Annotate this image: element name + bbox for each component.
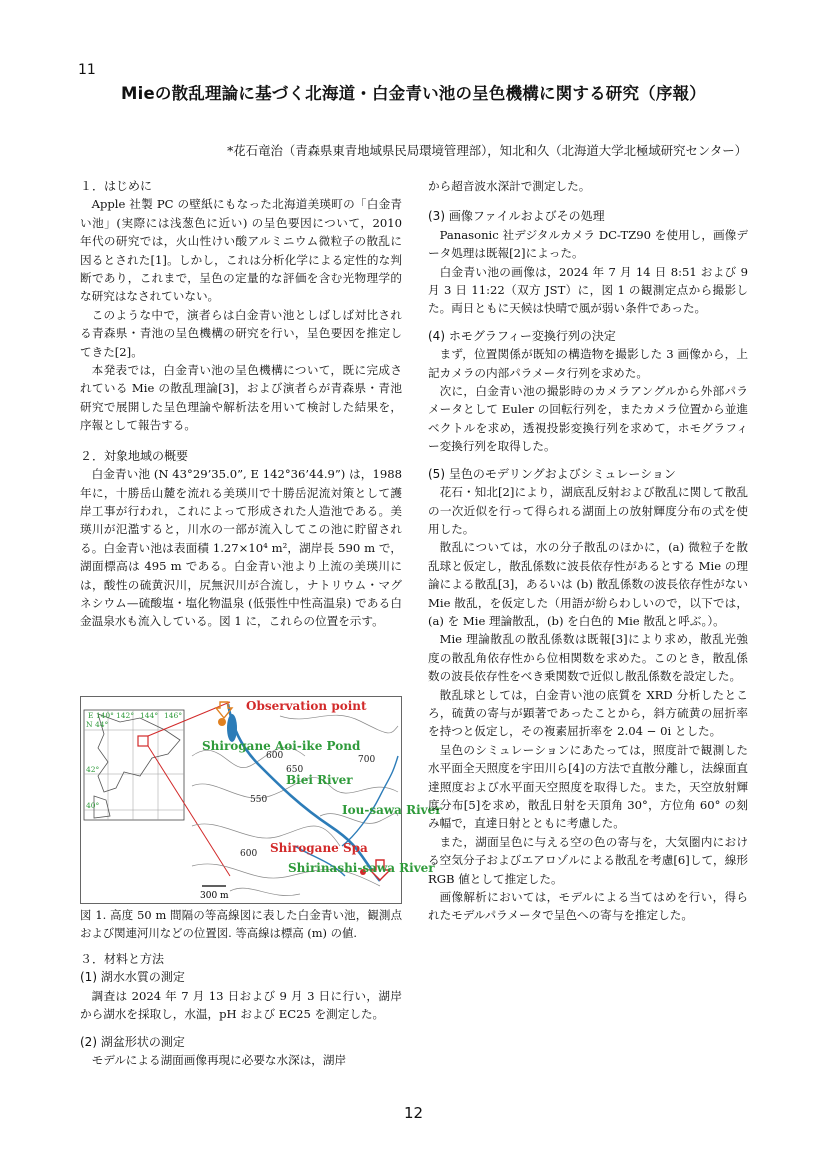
paragraph: 花石・知北[2]により，湖底乱反射および散乱に関して散乱の一次近似を行って得られる湖面上の放射輝度分布の式を使用した。 [428, 485, 748, 536]
paragraph: 散乱球としては，白金青い池の底質を XRD 分析したところ，硫黄の寄与が顕著であったことから，斜方硫黄の屈折率を持つと仮定し，その複素屈折率を 2.04 − 0i とした。 [428, 687, 748, 739]
paragraph: Panasonic 社デジタルカメラ DC-TZ90 を使用し，画像データ処理は既報[2]によった。 [428, 227, 748, 261]
page-number: 11 [78, 62, 96, 78]
left-column [80, 177, 402, 631]
observation-point-marker [218, 718, 226, 726]
paragraph: 白金青い池の画像は，2024 年 7 月 14 日 8:51 および 9 月 3 日 11:22（双方 JST）に，図 1 の観測定点から撮影した。両日ともに天候は快晴で風が弱い条件であった。 [428, 264, 748, 316]
contour-label: 600 [266, 751, 284, 761]
inset-lon-label: E 140° [88, 711, 114, 720]
inset-lat-label: 42° [86, 765, 100, 774]
section-heading-area: ２．対象地域の概要 [80, 448, 189, 463]
spa-label: Shirogane Spa [270, 841, 368, 855]
contour-label: 550 [250, 795, 268, 805]
paragraph: Mie 理論散乱の散乱係数は既報[3]により求め，散乱光強度の散乱角依存性から位相関数を求めた。このとき，散乱係数の波長依存性をべき乗関数で近似し散乱係数を設定した。 [428, 632, 748, 684]
paragraph: 本発表では，白金青い池の呈色機構について，既に完成されている Mie の散乱理論[3]，および演者らが青森県・青池研究で展開した呈色理論や解析法を用いて検討した結果を，序報として報告する。 [80, 363, 402, 433]
paragraph: 調査は 2024 年 7 月 13 日および 9 月 3 日に行い，湖岸から湖水を採取し，水温，pH および EC25 を測定した。 [80, 988, 402, 1022]
inset-lon-label: 146° [164, 711, 183, 720]
paragraph: 白金青い池 (N 43°29’35.0”, E 142°36’44.9”) は，1988 年に，十勝岳山麓を流れる美瑛川で十勝岳泥流対策として護岸工事が行われ，これによって形成された人造池である。美瑛川が氾濫すると，川水の一部が流入してこの池に貯留される。白金青い池は表面積 1.27×10⁴ m²，湖岸長 590 m で，湖面標高は 495 m である。白金青い池より上流の美瑛川には，酸性の硫黄沢川，尻無沢川が合流し，ナトリウム・マグネシウム—硫酸塩・塩化物温泉 (低張性中性高温泉) である白金温泉水も流入している。図 1 に，これらの位置を示す。 [80, 467, 402, 629]
footer-page-number: 12 [403, 1104, 424, 1122]
paragraph: から超音波水深計で測定した。 [428, 179, 591, 193]
figure-caption: 図 1. 高度 50 m 間隔の等高線図に表した白金青い池，観測点および関連河川などの位置図. 等高線は標高 (m) の値. [80, 908, 402, 940]
subsection-heading: (4) ホモグラフィー変換行列の決定 [428, 328, 616, 343]
paragraph: モデルによる湖面画像再現に必要な水深は，湖岸 [91, 1053, 347, 1068]
contour-label: 600 [240, 849, 258, 859]
pond-label: Shirogane Aoi-ike Pond [202, 739, 361, 753]
iou-sawa-label: Iou-sawa River [342, 803, 442, 817]
subsection-heading: (3) 画像ファイルおよびその処理 [428, 209, 605, 224]
section-heading-intro: １．はじめに [80, 179, 153, 193]
paragraph: 次に，白金青い池の撮影時のカメラアングルから外部パラメータとして Euler の回転行列を，またカメラ位置から並進ベクトルを求め，透視投影変換行列を求めて，ホモグラフィー変換行列を取得した。 [428, 384, 748, 454]
subsection-heading: (2) 湖盆形状の測定 [80, 1034, 185, 1049]
paragraph: 呈色のシミュレーションにあたっては，照度計で観測した水平面全天照度を宇田川ら[4]の方法で直散分離し，法線面直達照度および水平面天空照度を取得した。また，天空放射輝度分布[5]を求め，散乱日射を天頂角 30°，方位角 60° の刻み幅で，直達日射とともに考慮した。 [428, 742, 748, 831]
authors: *花石竜治（青森県東青地域県民局環境管理部），知北和久（北海道大学北極域研究センター） [227, 143, 747, 158]
right-column [428, 177, 748, 925]
contour-label: 700 [358, 755, 376, 765]
paragraph: 画像解析においては，モデルによる当てはめを行い，得られたモデルパラメータで呈色への寄与を推定した。 [428, 890, 748, 923]
inset-lon-label: 144° [140, 711, 159, 720]
biei-river-label: Biei River [286, 773, 353, 787]
paragraph: また，湖面呈色に与える空の色の寄与を，大気圏内における空気分子およびエアロゾルによる散乱を考慮[6]して，線形 RGB 値として推定した。 [428, 834, 748, 886]
paragraph: Apple 社製 PC の壁紙にもなった北海道美瑛町の「白金青い池」(実際には浅葱色に近い) の呈色要因について，2010 年代の研究では，火山性けい酸アルミニウム微粒子の散乱に因るとされた[1]。しかし，これは分析化学による定性的な判断であり，これまで，呈色の定量的な評価を含む光物理学的な研究はなされていない。 [80, 197, 402, 304]
subsection-heading: (1) 湖水水質の測定 [80, 970, 185, 985]
inset-lat-label: 40° [86, 801, 100, 810]
paper-title: Mieの散乱理論に基づく北海道・白金青い池の呈色機構に関する研究（序報） [121, 84, 706, 103]
left-column-bottom [80, 950, 402, 1069]
inset-lon-label: 142° [116, 711, 135, 720]
contour-label: 650 [286, 765, 304, 775]
paragraph: このような中で，演者らは白金青い池としばしば対比される青森県・青池の呈色機構の研究を行い，呈色要因を推定してきた[2]。 [80, 307, 402, 359]
paragraph: 散乱については，水の分子散乱のほかに，(a) 微粒子を散乱球と仮定し，散乱係数に波長依存性があるとする Mie の理論による散乱[3]，あるいは (b) 散乱係数の波長依存性がない Mie 散乱，を仮定した（用語が紛らわしいので，以下では，(a) を Mie 理論散乱，(b) を白色的 Mie 散乱と呼ぶ。）。 [428, 540, 748, 628]
subsection-heading: (5) 呈色のモデリングおよびシミュレーション [428, 466, 676, 481]
inset-lat-label: N 44° [86, 720, 109, 729]
section-heading-methods: ３．材料と方法 [80, 952, 165, 966]
observation-label: Observation point [246, 699, 367, 713]
shirinashi-label: Shirinashi-sawa River [288, 861, 435, 875]
pond-shape [227, 714, 237, 742]
scale-label: 300 m [200, 891, 229, 901]
figure-1-map [80, 696, 442, 904]
paragraph: まず，位置関係が既知の構造物を撮影した 3 画像から，上記カメラの内部パラメータ行列を求めた。 [428, 347, 748, 380]
